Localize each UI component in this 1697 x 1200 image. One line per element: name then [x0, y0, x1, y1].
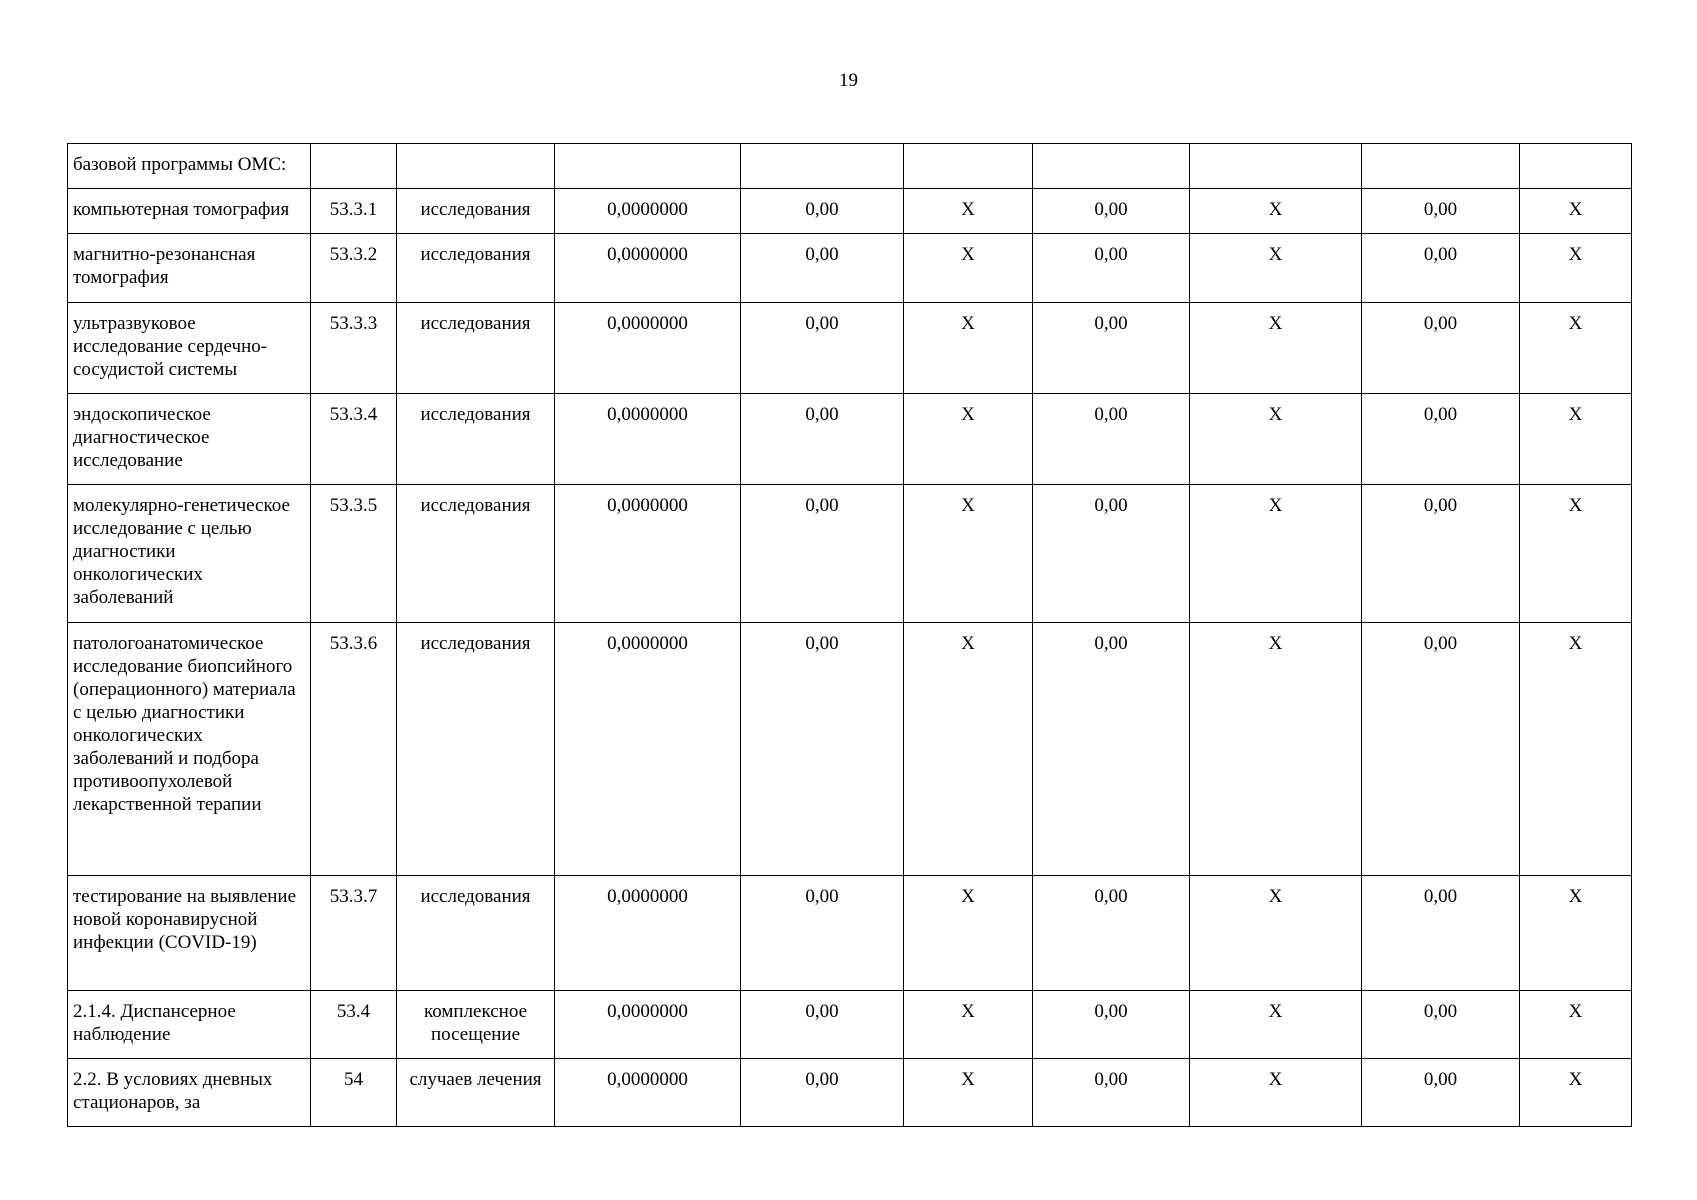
cell-value-7: Х [1520, 876, 1632, 991]
cell-value-2: 0,00 [741, 1059, 904, 1127]
cell-value-6: 0,00 [1362, 394, 1520, 485]
cell-unit: исследования [397, 303, 555, 394]
cell-value-7 [1520, 144, 1632, 189]
cell-unit: исследования [397, 234, 555, 303]
cell-code [311, 144, 397, 189]
cell-value-3: Х [904, 189, 1033, 234]
cell-unit: случаев лечения [397, 1059, 555, 1127]
cell-value-4 [1033, 144, 1190, 189]
cell-name: 2.2. В условиях дневных стационаров, за [68, 1059, 311, 1127]
cell-unit: исследования [397, 623, 555, 876]
cell-code: 53.4 [311, 991, 397, 1059]
cell-unit: исследования [397, 485, 555, 623]
cell-value-4: 0,00 [1033, 189, 1190, 234]
cell-code: 54 [311, 1059, 397, 1127]
cell-value-4: 0,00 [1033, 394, 1190, 485]
cell-name: молекулярно-генетическое исследование с целью диагностики онкологических заболеваний [68, 485, 311, 623]
cell-value-6: 0,00 [1362, 485, 1520, 623]
cell-value-4: 0,00 [1033, 303, 1190, 394]
cell-unit [397, 144, 555, 189]
cell-value-5: Х [1190, 623, 1362, 876]
cell-code: 53.3.4 [311, 394, 397, 485]
cell-value-4: 0,00 [1033, 876, 1190, 991]
cell-value-5: Х [1190, 394, 1362, 485]
table-row [68, 394, 1632, 485]
cell-code: 53.3.3 [311, 303, 397, 394]
table-row [68, 1059, 1632, 1127]
cell-unit: исследования [397, 189, 555, 234]
cell-value-2: 0,00 [741, 485, 904, 623]
cell-value-4: 0,00 [1033, 991, 1190, 1059]
cell-value-3: Х [904, 394, 1033, 485]
cell-value-6: 0,00 [1362, 303, 1520, 394]
cell-value-1: 0,0000000 [555, 234, 741, 303]
cell-value-2: 0,00 [741, 394, 904, 485]
cell-value-5: Х [1190, 991, 1362, 1059]
cell-value-2 [741, 144, 904, 189]
cell-value-7: Х [1520, 303, 1632, 394]
cell-value-4: 0,00 [1033, 234, 1190, 303]
cell-value-1: 0,0000000 [555, 1059, 741, 1127]
cell-value-2: 0,00 [741, 991, 904, 1059]
cell-value-5: Х [1190, 876, 1362, 991]
cell-value-1 [555, 144, 741, 189]
page-number: 19 [839, 70, 858, 91]
cell-value-2: 0,00 [741, 189, 904, 234]
cell-value-7: Х [1520, 623, 1632, 876]
cell-name: базовой программы ОМС: [68, 144, 311, 189]
cell-name: ультразвуковое исследование сердечно-сосудистой системы [68, 303, 311, 394]
cell-value-3: Х [904, 623, 1033, 876]
cell-code: 53.3.7 [311, 876, 397, 991]
cell-value-7: Х [1520, 234, 1632, 303]
cell-value-5 [1190, 144, 1362, 189]
cell-code: 53.3.5 [311, 485, 397, 623]
cell-value-3: Х [904, 1059, 1033, 1127]
cell-value-7: Х [1520, 991, 1632, 1059]
cell-value-3 [904, 144, 1033, 189]
cell-value-1: 0,0000000 [555, 991, 741, 1059]
cell-value-7: Х [1520, 394, 1632, 485]
cell-value-3: Х [904, 485, 1033, 623]
cell-value-7: Х [1520, 189, 1632, 234]
cell-value-6: 0,00 [1362, 876, 1520, 991]
table-row [68, 144, 1632, 189]
cell-value-2: 0,00 [741, 303, 904, 394]
cell-name: тестирование на выявление новой коронавирусной инфекции (COVID-19) [68, 876, 311, 991]
cell-value-1: 0,0000000 [555, 623, 741, 876]
cell-value-3: Х [904, 303, 1033, 394]
table-row [68, 234, 1632, 303]
table-body [68, 144, 1632, 1127]
cell-name: 2.1.4. Диспансерное наблюдение [68, 991, 311, 1059]
cell-code: 53.3.1 [311, 189, 397, 234]
cell-value-4: 0,00 [1033, 1059, 1190, 1127]
cell-value-5: Х [1190, 234, 1362, 303]
cell-unit: исследования [397, 876, 555, 991]
table-row [68, 991, 1632, 1059]
cell-name: магнитно-резонансная томография [68, 234, 311, 303]
cell-value-4: 0,00 [1033, 623, 1190, 876]
cell-value-5: Х [1190, 485, 1362, 623]
cell-value-3: Х [904, 876, 1033, 991]
cell-value-1: 0,0000000 [555, 394, 741, 485]
cell-value-2: 0,00 [741, 876, 904, 991]
cell-value-6: 0,00 [1362, 234, 1520, 303]
cell-code: 53.3.2 [311, 234, 397, 303]
data-table [67, 143, 1632, 1127]
cell-value-7: Х [1520, 485, 1632, 623]
cell-value-5: Х [1190, 1059, 1362, 1127]
table-row [68, 485, 1632, 623]
table-row [68, 189, 1632, 234]
cell-name: компьютерная томография [68, 189, 311, 234]
table-row [68, 303, 1632, 394]
cell-value-6: 0,00 [1362, 623, 1520, 876]
cell-value-3: Х [904, 991, 1033, 1059]
cell-name: эндоскопическое диагностическое исследование [68, 394, 311, 485]
cell-name: патологоанатомическое исследование биопсийного (операционного) материала с целью диагностики онкологических заболеваний и подбора противоопухолевой лекарственной терапии [68, 623, 311, 876]
cell-code: 53.3.6 [311, 623, 397, 876]
cell-unit: исследования [397, 394, 555, 485]
cell-value-1: 0,0000000 [555, 876, 741, 991]
cell-value-5: Х [1190, 189, 1362, 234]
cell-value-6: 0,00 [1362, 991, 1520, 1059]
table-row [68, 876, 1632, 991]
table-row [68, 623, 1632, 876]
cell-value-6 [1362, 144, 1520, 189]
cell-value-1: 0,0000000 [555, 189, 741, 234]
cell-unit: комплексное посещение [397, 991, 555, 1059]
cell-value-1: 0,0000000 [555, 303, 741, 394]
cell-value-4: 0,00 [1033, 485, 1190, 623]
cell-value-2: 0,00 [741, 623, 904, 876]
cell-value-6: 0,00 [1362, 189, 1520, 234]
cell-value-3: Х [904, 234, 1033, 303]
cell-value-7: Х [1520, 1059, 1632, 1127]
cell-value-6: 0,00 [1362, 1059, 1520, 1127]
cell-value-2: 0,00 [741, 234, 904, 303]
cell-value-1: 0,0000000 [555, 485, 741, 623]
cell-value-5: Х [1190, 303, 1362, 394]
